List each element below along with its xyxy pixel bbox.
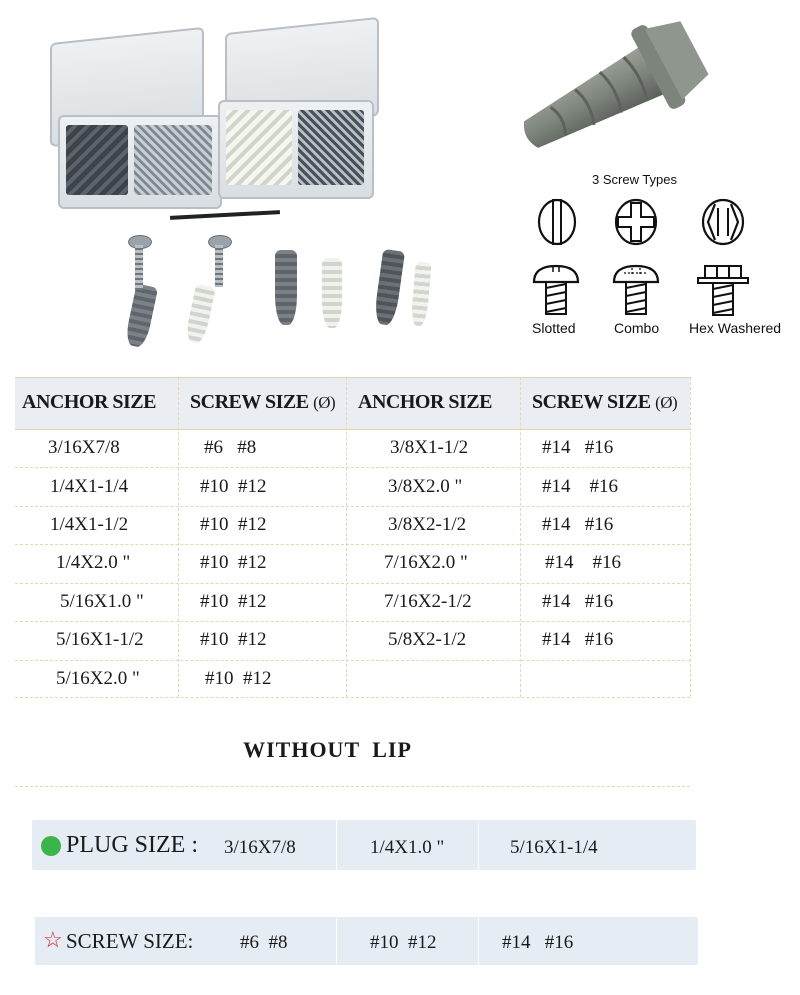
screw-size-cell: #10 #12 — [200, 552, 267, 573]
screw-size-value: #10 #12 — [370, 932, 437, 953]
anchor-white — [322, 258, 342, 328]
anchor-size-cell: 3/8X2.0 " — [388, 476, 463, 497]
header-screw-size: SCREW SIZE (Ø) — [532, 391, 678, 413]
anchor-size-cell: 7/16X2.0 " — [384, 552, 468, 573]
anchor-size-cell: 5/16X1-1/2 — [56, 629, 144, 650]
screw-size-cell: #14 #16 — [545, 552, 621, 573]
screw-type-label: Slotted — [532, 320, 576, 336]
header-screw-size: SCREW SIZE (Ø) — [190, 391, 336, 413]
drill-bit — [170, 210, 280, 220]
star-icon: ☆ — [43, 927, 63, 952]
anchor-size-cell: 5/16X1.0 " — [60, 591, 144, 612]
anchor-size-cell: 1/4X1-1/4 — [50, 476, 129, 497]
kit-box-right-tray — [218, 100, 374, 199]
screw-size-cell: #10 #12 — [205, 668, 272, 689]
screw-size-cell: #6 #8 — [204, 437, 257, 458]
screw-size-cell: #14 #16 — [542, 514, 614, 535]
plug-size-label: PLUG SIZE : — [66, 832, 198, 858]
plug-size-value: 5/16X1-1/4 — [510, 837, 598, 858]
combo-screw-icon — [610, 264, 662, 320]
anchor-size-cell: 1/4X2.0 " — [56, 552, 131, 573]
anchor-gray — [373, 249, 405, 326]
hex-washered-screw-icon — [696, 264, 750, 320]
plug-size-value: 3/16X7/8 — [224, 837, 296, 858]
anchor-closeup-image — [500, 5, 730, 175]
anchor-gray — [275, 250, 297, 325]
screw-size-cell: #10 #12 — [200, 629, 267, 650]
anchor-size-cell: 1/4X1-1/2 — [50, 514, 129, 535]
hex-washered-head-icon — [700, 198, 746, 246]
screw-size-cell: #10 #12 — [200, 476, 267, 497]
header-anchor-size: ANCHOR SIZE — [22, 391, 156, 413]
screw-size-value: #14 #16 — [502, 932, 574, 953]
slotted-head-icon — [536, 198, 578, 246]
without-lip-title: WITHOUT LIP — [243, 737, 412, 762]
anchor-gray — [124, 283, 158, 348]
anchor-white — [184, 284, 216, 345]
green-bullet-icon — [40, 835, 62, 857]
screw-types-title: 3 Screw Types — [592, 172, 678, 187]
screw-size-cell: #10 #12 — [200, 514, 267, 535]
screw-size-cell: #14 #16 — [542, 476, 618, 497]
header-anchor-size: ANCHOR SIZE — [358, 391, 492, 413]
anchor-size-cell: 5/8X2-1/2 — [388, 629, 467, 650]
screw-size-cell: #14 #16 — [542, 629, 614, 650]
anchor-size-cell: 3/8X1-1/2 — [390, 437, 469, 458]
anchor-white — [410, 261, 432, 326]
combo-head-icon — [613, 198, 659, 246]
product-photo — [40, 20, 400, 350]
screw-size-cell: #14 #16 — [542, 591, 614, 612]
slotted-screw-icon — [530, 264, 582, 320]
plug-size-value: 1/4X1.0 " — [370, 837, 445, 858]
screw-type-label: Combo — [614, 320, 660, 336]
screw-size-cell: #10 #12 — [200, 591, 267, 612]
screw-size-label: SCREW SIZE: — [66, 929, 194, 953]
screw-size-cell: #14 #16 — [542, 437, 614, 458]
anchor-size-cell: 3/16X7/8 — [48, 437, 120, 458]
anchor-size-cell: 5/16X2.0 " — [56, 668, 140, 689]
screw-type-label: Hex Washered — [689, 320, 782, 336]
anchor-size-cell: 3/8X2-1/2 — [388, 514, 467, 535]
anchor-size-cell: 7/16X2-1/2 — [384, 591, 472, 612]
screw-size-value: #6 #8 — [240, 932, 288, 953]
kit-box-left-tray — [58, 115, 222, 209]
